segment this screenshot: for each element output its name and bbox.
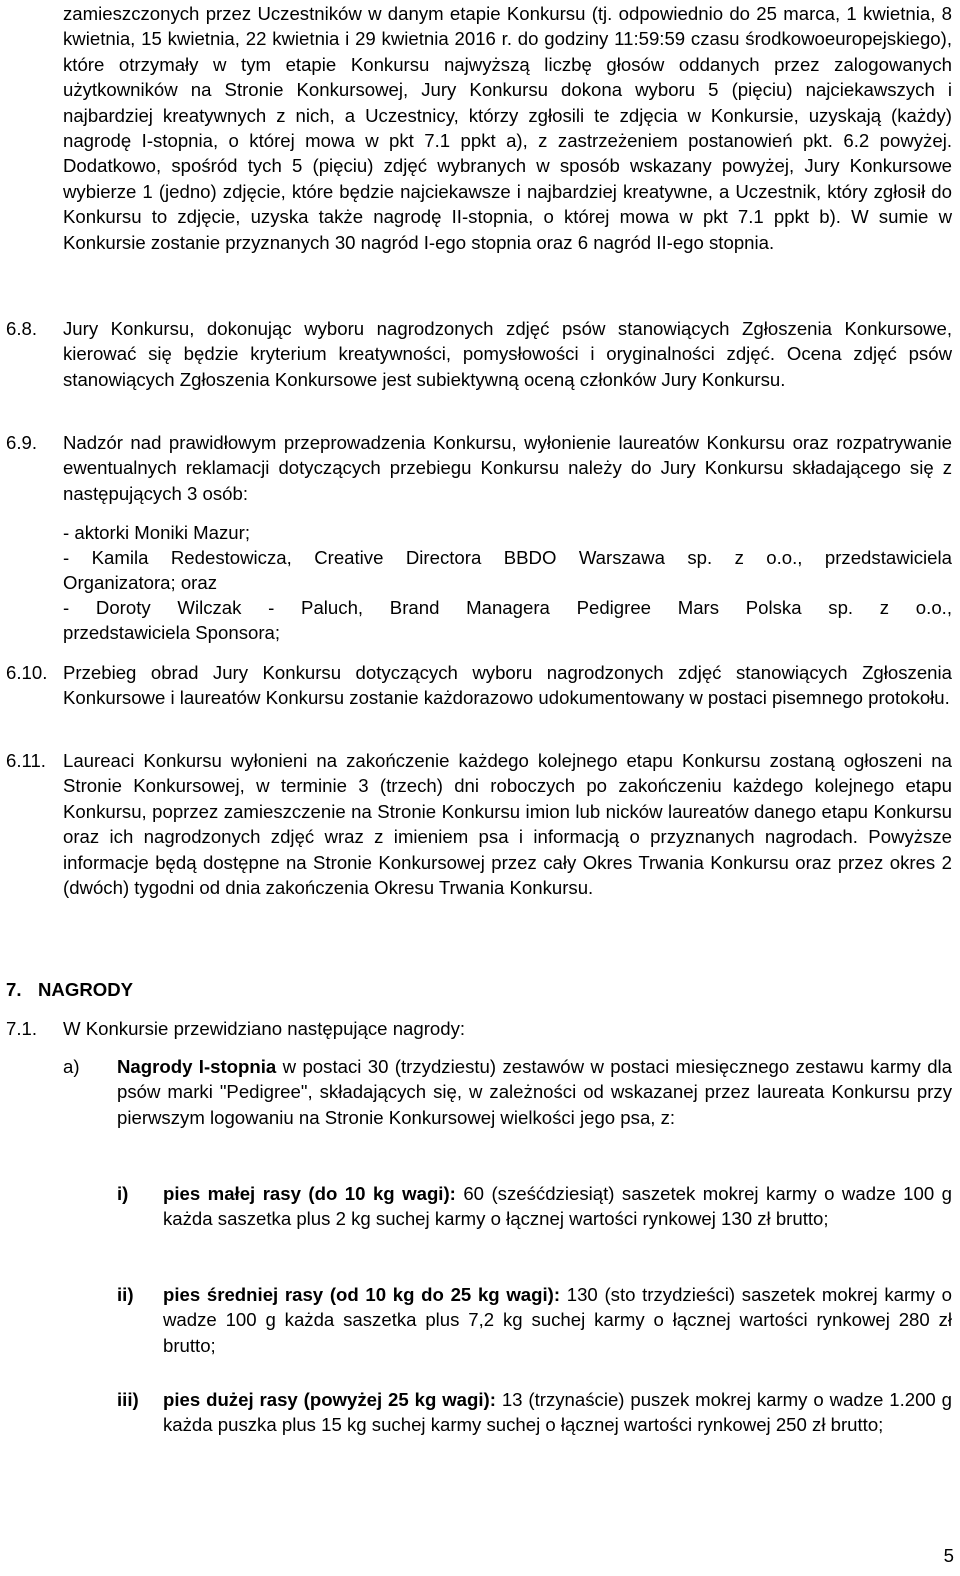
jury-member-2: - Kamila Redestowicza, Creative Directora BBDO Warszawa sp. z o.o., przedstawiciela [63, 547, 952, 568]
jury-member-1: - aktorki Moniki Mazur; [63, 522, 251, 543]
section-6-11-text: Laureaci Konkursu wyłonieni na zakończenie każdego kolejnego etapu Konkursu zostaną ogłoszeni na Stronie Konkursowej, w terminie 3 (trzech) dni roboczych po zakończeniu każdego kolejnego etapu Konkursu, poprzez zamieszczenie na Stronie Konkursu imion lub nicków laureatów danego etapu Konkursu oraz ich nagrodzonych zdjęć wraz z imieniem psa i informacją o przyznanych nagrodach. Powyższe informacje będą dostępne na Stronie Konkursowej przez cały Okres Trwania Konkursu oraz przez okres 2 (dwóch) tygodni od dnia zakończenia Okresu Trwania Konkursu. [63, 750, 952, 899]
intro-paragraph: zamieszczonych przez Uczestników w danym etapie Konkursu (tj. odpowiednio do 25 marca, 1 kwietnia, 8 kwietnia, 15 kwietnia, 22 kwietnia i 29 kwietnia 2016 r. do godziny 11:59:59 czasu środkowoeuropejskiego), które otrzymały w tym etapie Konkursu najwyższą liczbę głosów oddanych przez zalogowanych użytkowników na Stronie Konkursowej, Jury Konkursu dokona wyboru 5 (pięciu) najciekawszych i najbardziej kreatywnych z nich, a Uczestnicy, którzy zgłosili te zdjęcia w Konkursie, uzyskają (każdy) nagrodę I-stopnia, o której mowa w pkt 7.1 ppkt a), z zastrzeżeniem postanowień pkt. 6.2 powyżej. Dodatkowo, spośród tych 5 (pięciu) zdjęć wybranych w sposób wskazany powyżej, Jury Konkursowe wybierze 1 (jedno) zdjęcie, które będzie najciekawsze i najbardziej kreatywne, a Uczestnik, który zgłosił do Konkursu to zdjęcie, uzyska także nagrodę II-stopnia, o której mowa w pkt 7.1 ppkt b). W sumie w Konkursie zostanie przyznanych 30 nagród I-ego stopnia oraz 6 nagród II-ego stopnia. [63, 3, 952, 253]
section-6-8-text: Jury Konkursu, dokonując wyboru nagrodzonych zdjęć psów stanowiących Zgłoszenia Konkursowe, kierować się będzie kryterium kreatywności, pomysłowości i oryginalności zdjęć. Ocena zdjęć psów stanowiących Zgłoszenia Konkursowe jest subiektywną oceną członków Jury Konkursu. [63, 318, 952, 390]
sub-item-iii-bold: pies dużej rasy (powyżej 25 kg wagi): [163, 1389, 496, 1410]
sub-item-i-bold: pies małej rasy (do 10 kg wagi): [163, 1183, 456, 1204]
item-a-bold: Nagrody I-stopnia [117, 1056, 277, 1077]
section-number-6-10: 6.10. [6, 662, 48, 683]
section-6-9-text: Nadzór nad prawidłowym przeprowadzenia Konkursu, wyłonienie laureatów Konkursu oraz rozpatrywanie ewentualnych reklamacji dotyczących przebiegu Konkursu należy do Jury Konkursu składającego się z następujących 3 osób: [63, 432, 952, 504]
section-number-7-1: 7.1. [6, 1018, 38, 1039]
item-a-label: a) [63, 1056, 80, 1077]
sub-item-ii-bold: pies średniej rasy (od 10 kg do 25 kg wagi): [163, 1284, 561, 1305]
sub-item-i-label: i) [117, 1183, 129, 1204]
section-number-6-8: 6.8. [6, 318, 38, 339]
sub-item-iii-label: iii) [117, 1389, 139, 1410]
heading-nagrody: NAGRODY [38, 979, 134, 1000]
sub-item-i-text [163, 1181, 952, 1232]
section-number-6-11: 6.11. [6, 750, 46, 771]
section-6-10-text: Przebieg obrad Jury Konkursu dotyczących wyboru nagrodzonych zdjęć stanowiących Zgłoszenia Konkursowe i laureatów Konkursu zostanie każdorazowo udokumentowany w postaci pisemnego protokołu. [63, 662, 952, 709]
sub-item-iii-text [163, 1387, 952, 1438]
section-7-1-text: W Konkursie przewidziano następujące nagrody: [63, 1018, 466, 1039]
sub-item-iii-body: 13 (trzynaście) puszek mokrej karmy o wadze 1.200 g każda puszka plus 15 kg suchej karmy suchej o łącznej wartości rynkowej 250 zł brutto; [163, 1389, 952, 1436]
sub-item-i-body: 60 (sześćdziesiąt) saszetek mokrej karmy o wadze 100 g każda saszetka plus 2 kg suchej karmy o łącznej wartości rynkowej 130 zł brutto; [163, 1183, 952, 1230]
sub-item-ii-text [163, 1282, 952, 1358]
item-a-text [117, 1054, 952, 1130]
heading-number-7: 7. [6, 979, 22, 1000]
jury-member-3: - Doroty Wilczak - Paluch, Brand Managera Pedigree Mars Polska sp. z o.o., [63, 597, 952, 618]
jury-member-3-cont: przedstawiciela Sponsora; [63, 622, 281, 643]
section-number-6-9: 6.9. [6, 432, 38, 453]
page-number: 5 [943, 1545, 954, 1566]
sub-item-ii-label: ii) [117, 1284, 134, 1305]
sub-item-ii-body: 130 (sto trzydzieści) saszetek mokrej karmy o wadze 100 g każda saszetka plus 7,2 kg suchej karmy o łącznej wartości rynkowej 280 zł brutto; [163, 1284, 952, 1356]
jury-member-2-cont: Organizatora; oraz [63, 572, 217, 593]
item-a-body: w postaci 30 (trzydziestu) zestawów w postaci miesięcznego zestawu karmy dla psów marki "Pedigree", składających się, w zależności od wskazanej przez laureata Konkursu przy pierwszym logowaniu na Stronie Konkursowej wielkości jego psa, z: [117, 1056, 953, 1128]
